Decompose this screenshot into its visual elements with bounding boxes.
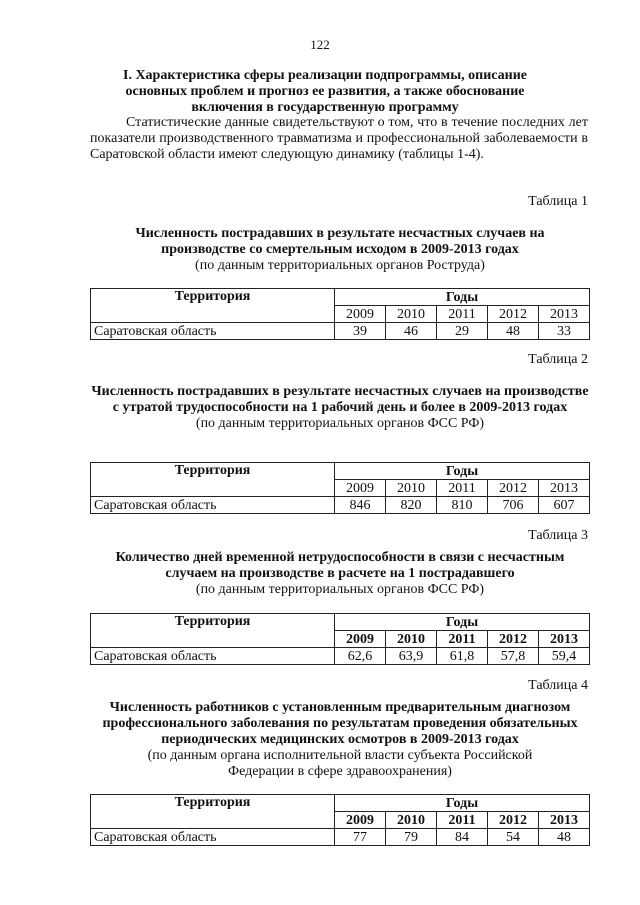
- table-2-title: [80, 384, 600, 432]
- value-cell: 84: [437, 829, 488, 846]
- value-cell: 79: [386, 829, 437, 846]
- year-cell: 2011: [437, 480, 488, 497]
- table-2-label: Таблица 2: [528, 352, 588, 367]
- value-cell: 61,8: [437, 648, 488, 665]
- intro-paragraph: [90, 115, 588, 163]
- year-cell: 2010: [386, 812, 437, 829]
- table-row: [91, 497, 590, 514]
- year-cell: 2010: [386, 631, 437, 648]
- page-number: 122: [310, 37, 330, 52]
- value-cell: 820: [386, 497, 437, 514]
- row-label: Саратовская область: [91, 648, 335, 665]
- years-header: Годы: [335, 614, 590, 631]
- value-cell: 54: [488, 829, 539, 846]
- section-title: I. Характеристика сферы реализации подпрограммы, описание основных проблем и прогноз ее развития, а также обоснование включения в государственную программу: [123, 68, 527, 115]
- table-1-title: [80, 226, 600, 274]
- value-cell: 48: [539, 829, 590, 846]
- year-cell: 2012: [488, 631, 539, 648]
- year-cell: 2009: [335, 631, 386, 648]
- table-4-label: Таблица 4: [528, 678, 588, 693]
- row-label: Саратовская область: [91, 323, 335, 340]
- years-header: Годы: [335, 463, 590, 480]
- table-row: [91, 648, 590, 665]
- table-3-title-text: Количество дней временной нетрудоспособности в связи с несчастным случаем на производстве в расчете на 1 пострадавшего: [115, 550, 565, 581]
- year-cell: 2013: [539, 480, 590, 497]
- year-cell: 2010: [386, 480, 437, 497]
- year-cell: 2012: [488, 480, 539, 497]
- territory-header: Территория: [91, 289, 335, 323]
- year-cell: 2010: [386, 306, 437, 323]
- value-cell: 29: [437, 323, 488, 340]
- year-cell: 2009: [335, 480, 386, 497]
- year-cell: 2009: [335, 812, 386, 829]
- table-2-source: (по данным территориальных органов ФСС РФ): [195, 416, 485, 431]
- year-cell: 2013: [539, 631, 590, 648]
- year-cell: 2012: [488, 306, 539, 323]
- table-3-source: (по данным территориальных органов ФСС РФ): [195, 582, 485, 597]
- value-cell: 57,8: [488, 648, 539, 665]
- year-cell: 2011: [437, 812, 488, 829]
- territory-header: Территория: [91, 795, 335, 829]
- table-1-title-text: Численность пострадавших в результате несчастных случаев на производстве со смертельным исходом в 2009-2013 годах: [135, 226, 545, 257]
- value-cell: 62,6: [335, 648, 386, 665]
- table-2-title-text: Численность пострадавших в результате несчастных случаев на производстве с утратой трудоспособности на 1 рабочий день и более в 2009-2013 годах: [91, 384, 589, 415]
- value-cell: 48: [488, 323, 539, 340]
- value-cell: 77: [335, 829, 386, 846]
- table-3-label: Таблица 3: [528, 528, 588, 543]
- table-row: [91, 829, 590, 846]
- territory-header: Территория: [91, 614, 335, 648]
- value-cell: 46: [386, 323, 437, 340]
- row-label: Саратовская область: [91, 497, 335, 514]
- table-2: [90, 462, 590, 514]
- year-cell: 2009: [335, 306, 386, 323]
- intro-text: Статистические данные свидетельствуют о том, что в течение последних лет показатели производственного травматизма и профессиональной заболеваемости в Саратовской области имеют следующую динамику (таблицы 1-4).: [90, 115, 588, 162]
- row-label: Саратовская область: [91, 829, 335, 846]
- table-3: [90, 613, 590, 665]
- territory-header: Территория: [91, 463, 335, 497]
- value-cell: 59,4: [539, 648, 590, 665]
- year-cell: 2011: [437, 631, 488, 648]
- table-4: [90, 794, 590, 846]
- value-cell: 33: [539, 323, 590, 340]
- table-1-label: Таблица 1: [528, 194, 588, 209]
- table-row: [91, 323, 590, 340]
- value-cell: 39: [335, 323, 386, 340]
- table-1-source: (по данным территориальных органов Роструда): [195, 258, 485, 273]
- year-cell: 2013: [539, 812, 590, 829]
- year-cell: 2012: [488, 812, 539, 829]
- value-cell: 846: [335, 497, 386, 514]
- year-cell: 2013: [539, 306, 590, 323]
- table-3-title: [80, 550, 600, 598]
- table-4-title-text: Численность работников с установленным предварительным диагнозом профессионального заболевания по результатам проведения обязательных периодических медицинских осмотров в 2009-2013 годах: [102, 700, 578, 747]
- value-cell: 607: [539, 497, 590, 514]
- years-header: Годы: [335, 289, 590, 306]
- table-4-source: (по данным органа исполнительной власти субъекта Российской Федерации в сфере здравоохранения): [147, 748, 533, 779]
- years-header: Годы: [335, 795, 590, 812]
- year-cell: 2011: [437, 306, 488, 323]
- table-1: [90, 288, 590, 340]
- value-cell: 63,9: [386, 648, 437, 665]
- table-4-title: [80, 700, 600, 780]
- value-cell: 810: [437, 497, 488, 514]
- value-cell: 706: [488, 497, 539, 514]
